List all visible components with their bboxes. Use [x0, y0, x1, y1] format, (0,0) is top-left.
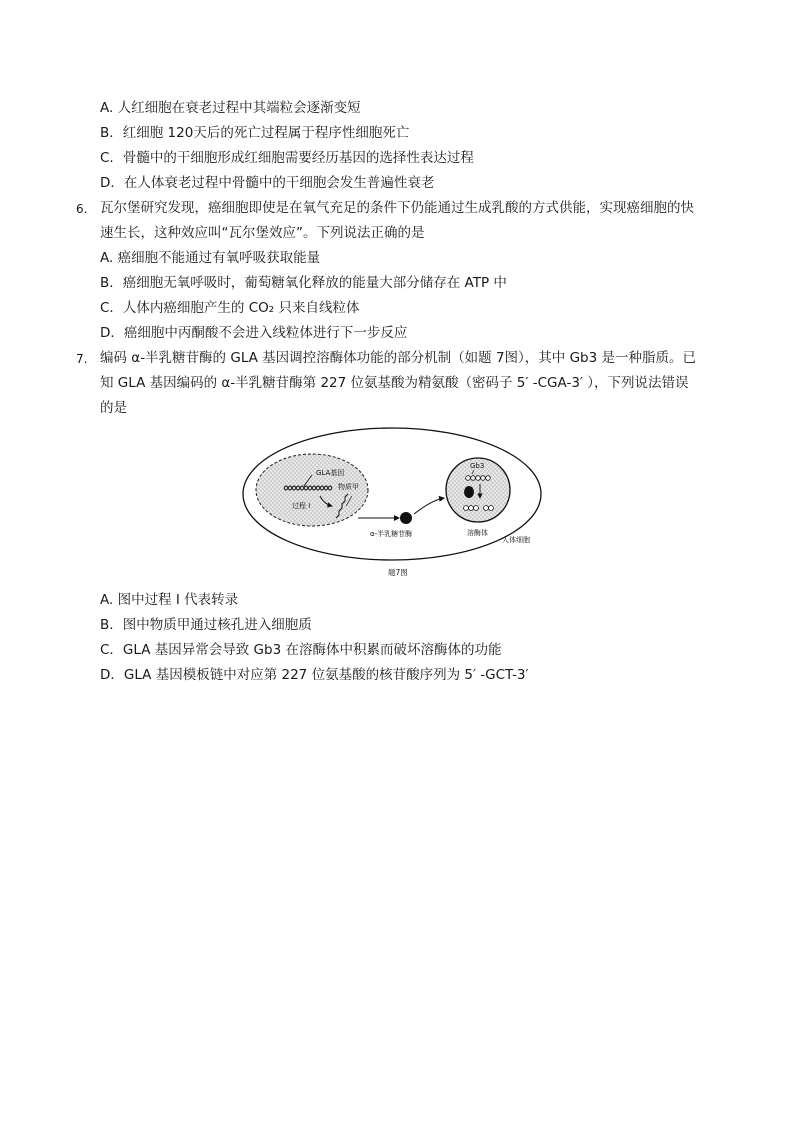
q7-stem-line-2: 知 GLA 基因编码的 α-半乳糖苷酶第 227 位氨基酸为精氨酸（密码子 5′ -CGA-3′ ），下列说法错误: [100, 375, 689, 391]
q6-option-c: C．人体内癌细胞产生的 CO₂ 只来自线粒体: [100, 300, 360, 316]
figure-caption: 题7图: [388, 568, 408, 577]
lysosome-enzyme: [464, 486, 474, 498]
q6-option-b: B．癌细胞无氧呼吸时，葡萄糖氧化释放的能量大部分储存在 ATP 中: [100, 275, 507, 291]
q7-stem-line-3: 的是: [100, 400, 127, 416]
q6-option-d: D．癌细胞中丙酮酸不会进入线粒体进行下一步反应: [100, 325, 408, 341]
figure-7: [240, 426, 546, 586]
enzyme-label: α-半乳糖苷酶: [370, 530, 413, 538]
gene-label: GLA基因: [316, 469, 345, 477]
process-label: 过程 I: [292, 502, 311, 510]
q7-option-a: A. 图中过程 I 代表转录: [100, 592, 239, 608]
gb3-chain: [466, 476, 491, 481]
q7-number: 7.: [76, 352, 88, 366]
q7-option-d: D．GLA 基因模板链中对应第 227 位氨基酸的核苷酸序列为 5′ -GCT-3′: [100, 667, 529, 683]
q7-stem-line-1: 编码 α-半乳糖苷酶的 GLA 基因调控溶酶体功能的部分机制（如题 7图），其中 Gb3 是一种脂质。已: [100, 350, 697, 366]
q7-option-c: C．GLA 基因异常会导致 Gb3 在溶酶体中积累而破坏溶酶体的功能: [100, 642, 502, 658]
q6-option-a: A. 癌细胞不能通过有氧呼吸获取能量: [100, 250, 321, 266]
q6-number: 6.: [76, 202, 88, 216]
q6-stem-line-2: 速生长，这种效应叫“瓦尔堡效应”。下列说法正确的是: [100, 225, 425, 241]
q5-option-d: D．在人体衰老过程中骨髓中的干细胞会发生普遍性衰老: [100, 175, 435, 191]
lysosome-label: 溶酶体: [467, 529, 488, 537]
substance-label: 物质甲: [338, 483, 359, 491]
q7-option-b: B．图中物质甲通过核孔进入细胞质: [100, 617, 312, 633]
q5-option-c: C．骨髓中的干细胞形成红细胞需要经历基因的选择性表达过程: [100, 150, 474, 166]
cell-label: 人体细胞: [502, 536, 530, 544]
enzyme-dot: [400, 512, 412, 524]
q5-option-b: B．红细胞 120天后的死亡过程属于程序性细胞死亡: [100, 125, 410, 141]
q5-option-a: A. 人红细胞在衰老过程中其端粒会逐渐变短: [100, 100, 361, 116]
figure-7-diagram: [240, 426, 546, 586]
gb3-label: Gb3: [470, 462, 485, 470]
q6-stem-line-1: 瓦尔堡研究发现，癌细胞即使是在氧气充足的条件下仍能通过生成乳酸的方式供能，实现癌细胞的快: [100, 200, 694, 216]
